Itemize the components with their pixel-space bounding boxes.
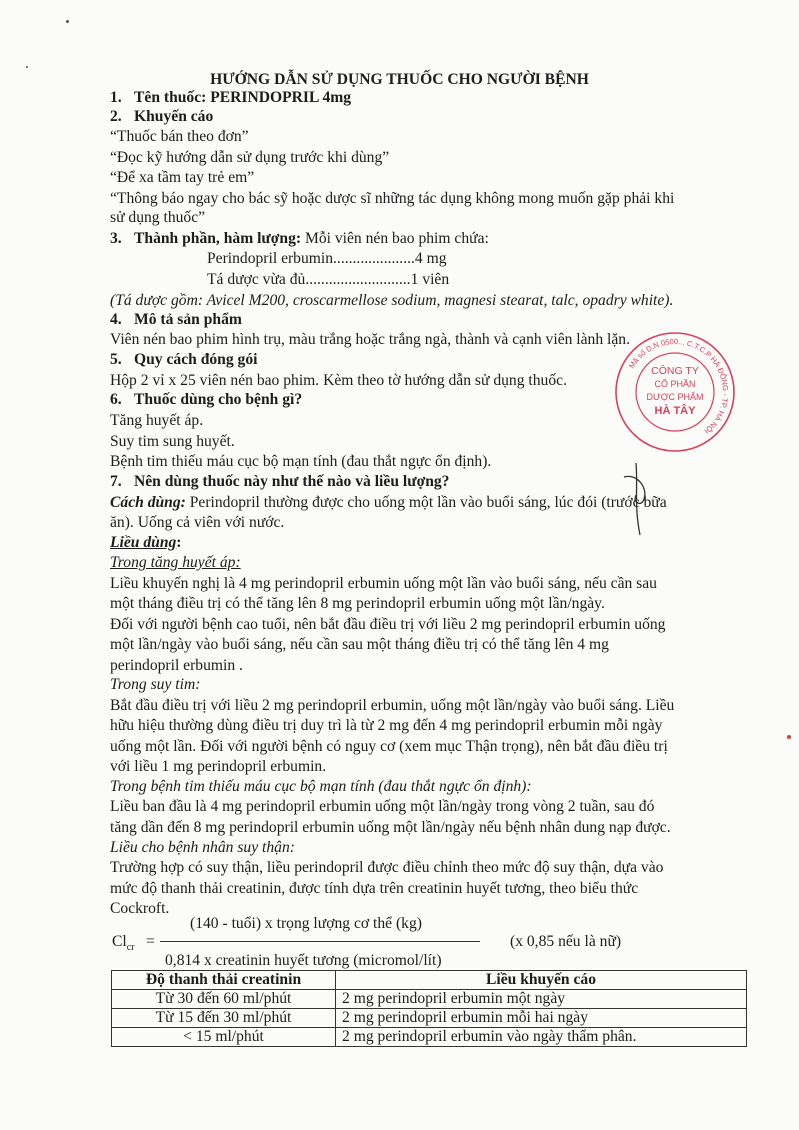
section-6-heading bbox=[110, 390, 302, 409]
dosage-text: mức độ thanh thải creatinin, được tính dựa trên creatinin huyết tương, theo biểu thức bbox=[110, 880, 639, 897]
formula-lhs-sub: cr bbox=[126, 942, 135, 954]
formula-equals: = bbox=[146, 933, 155, 950]
excipient-note: (Tá dược gồm: Avicel M200, croscarmellose sodium, magnesi stearat, talc, opadry white). bbox=[110, 292, 674, 309]
section-heading: Khuyến cáo bbox=[134, 108, 214, 125]
section-3-heading bbox=[110, 229, 489, 248]
warning-line: “Thông báo ngay cho bác sỹ hoặc dược sĩ những tác dụng không mong muốn gặp phải khi bbox=[110, 190, 675, 207]
warning-line: “Thuốc bán theo đơn” bbox=[110, 128, 249, 145]
subsection-label: Trong suy tim: bbox=[110, 676, 201, 693]
table-header-row bbox=[112, 971, 747, 990]
renal-dosage-table bbox=[111, 970, 747, 1047]
usage-line: ăn). Uống cả viên với nước. bbox=[110, 514, 285, 531]
dosage-text: Bắt đầu điều trị với liều 2 mg perindopril erbumin, uống một lần/ngày vào buổi sáng. Liều bbox=[110, 697, 675, 714]
formula-denominator: 0,814 x creatinin huyết tương (micromol/lít) bbox=[165, 952, 442, 969]
stamp-ring-text: Mã số D.N 0500... C.T.C.P HÀ ĐÔNG - TP. HÀ NỘI bbox=[626, 336, 731, 436]
document-title: HƯỚNG DẪN SỬ DỤNG THUỐC CHO NGƯỜI BỆNH bbox=[210, 71, 589, 88]
table-header: Độ thanh thải creatinin bbox=[112, 971, 336, 990]
section-4-heading bbox=[110, 310, 242, 329]
warning-line: “Đọc kỹ hướng dẫn sử dụng trước khi dùng” bbox=[110, 149, 390, 166]
drug-name-heading: Tên thuốc: PERINDOPRIL 4mg bbox=[134, 89, 352, 106]
section-heading: Thuốc dùng cho bệnh gì? bbox=[134, 391, 303, 408]
stamp-line-3: DƯỢC PHẨM bbox=[646, 392, 704, 402]
dosage-text: Liều khuyến nghị là 4 mg perindopril erbumin uống một lần vào buổi sáng, nếu cần sau bbox=[110, 575, 657, 592]
warning-line: sử dụng thuốc” bbox=[110, 209, 206, 226]
table-row bbox=[112, 990, 747, 1009]
scan-speck bbox=[66, 20, 69, 23]
ingredient-line: Perindopril erbumin.....................4 mg bbox=[207, 250, 447, 267]
table-row bbox=[112, 1009, 747, 1028]
indication-line: Suy tim sung huyết. bbox=[110, 433, 235, 450]
dosage-text: một lần/ngày vào buổi sáng, nếu cần sau một tháng điều trị có thể tăng lên 4 mg bbox=[110, 636, 609, 653]
stamp-line-1: CÔNG TY bbox=[651, 365, 699, 377]
indication-line: Tăng huyết áp. bbox=[110, 412, 204, 429]
dosage-text: một tháng điều trị có thể tăng lên 8 mg perindopril erbumin uống một lần/ngày. bbox=[110, 595, 605, 612]
dosage-text: Đối với người bệnh cao tuổi, nên bắt đầu điều trị với liều 2 mg perindopril erbumin uống bbox=[110, 616, 666, 633]
dosage-text: với liều 1 mg perindopril erbumin. bbox=[110, 758, 327, 775]
dosage-label: Liều dùng bbox=[110, 534, 177, 551]
dosage-text: tăng dần đến 8 mg perindopril erbumin uống một lần/ngày nếu bệnh nhân dung nạp được. bbox=[110, 819, 671, 836]
subsection-label: Liều cho bệnh nhân suy thận: bbox=[110, 839, 295, 856]
indication-line: Bệnh tim thiếu máu cục bộ mạn tính (đau thắt ngực ổn định). bbox=[110, 453, 492, 470]
dosage-text: Cockroft. bbox=[110, 900, 170, 917]
dosage-text: hữu hiệu thường dùng điều trị duy trì là từ 2 mg đến 4 mg perindopril erbumin mỗi ngày bbox=[110, 717, 663, 734]
stamp-line-4: HÀ TÂY bbox=[654, 405, 696, 417]
dosage-text: uống một lần. Đối với người bệnh có nguy cơ (xem mục Thận trọng), nên bắt đầu điều trị bbox=[110, 738, 668, 755]
section-heading: Quy cách đóng gói bbox=[134, 351, 258, 368]
section-number: 2. bbox=[110, 108, 122, 125]
dosage-text: Trường hợp có suy thận, liều perindopril được điều chỉnh theo mức độ suy thận, dựa vào bbox=[110, 859, 664, 876]
formula-female-note: (x 0,85 nếu là nữ) bbox=[510, 933, 622, 950]
section-heading-rest: Mỗi viên nén bao phim chứa: bbox=[301, 230, 489, 247]
product-description: Viên nén bao phim hình trụ, màu trắng hoặc trắng ngà, thành và cạnh viên lành lặn. bbox=[110, 331, 630, 348]
section-heading: Thành phần, hàm lượng: bbox=[134, 230, 302, 247]
section-number: 6. bbox=[110, 391, 122, 408]
fraction-bar bbox=[160, 941, 480, 942]
subsection-label: Trong bệnh tim thiếu máu cục bộ mạn tính (đau thắt ngực ổn định): bbox=[110, 778, 532, 795]
scan-speck bbox=[787, 735, 791, 739]
stamp-line-2: CỔ PHẦN bbox=[654, 379, 696, 389]
subsection-label: Trong tăng huyết áp: bbox=[110, 554, 241, 571]
dosage-text: Liều ban đầu là 4 mg perindopril erbumin uống một lần/ngày trong vòng 2 tuần, sau đó bbox=[110, 798, 655, 815]
table-cell: 2 mg perindopril erbumin một ngày bbox=[336, 990, 747, 1009]
scan-speck bbox=[26, 66, 28, 68]
section-5-heading bbox=[110, 350, 257, 369]
table-row bbox=[112, 1028, 747, 1047]
section-heading: Mô tả sản phẩm bbox=[134, 311, 242, 328]
dosage-label-colon: : bbox=[176, 534, 182, 551]
usage-label: Cách dùng: bbox=[110, 494, 186, 511]
section-number: 3. bbox=[110, 230, 122, 247]
packaging-text: Hộp 2 vỉ x 25 viên nén bao phim. Kèm theo tờ hướng dẫn sử dụng thuốc. bbox=[110, 372, 567, 389]
table-cell: 2 mg perindopril erbumin vào ngày thẩm phân. bbox=[336, 1028, 747, 1047]
section-7-heading bbox=[110, 472, 449, 491]
section-1 bbox=[110, 88, 351, 107]
section-number: 1. bbox=[110, 89, 122, 106]
warning-line: “Để xa tầm tay trẻ em” bbox=[110, 169, 255, 186]
table-cell: < 15 ml/phút bbox=[112, 1028, 336, 1047]
section-number: 5. bbox=[110, 351, 122, 368]
section-number: 7. bbox=[110, 473, 122, 490]
dosage-text: perindopril erbumin . bbox=[110, 657, 243, 674]
dosage-label-line bbox=[110, 533, 182, 552]
section-heading: Nên dùng thuốc này như thế nào và liều lượng? bbox=[134, 473, 450, 490]
signature-mark bbox=[618, 455, 678, 545]
formula-numerator: (140 - tuổi) x trọng lượng cơ thể (kg) bbox=[190, 915, 422, 932]
usage-text: Perindopril thường được cho uống một lần vào buổi sáng, lúc đói (trước bữa bbox=[185, 494, 667, 511]
section-number: 4. bbox=[110, 311, 122, 328]
company-stamp bbox=[613, 330, 737, 454]
section-2-heading bbox=[110, 107, 213, 126]
table-cell: Từ 30 đến 60 ml/phút bbox=[112, 990, 336, 1009]
ingredient-line: Tá dược vừa đủ...........................1 viên bbox=[207, 271, 450, 288]
table-header: Liều khuyến cáo bbox=[336, 971, 747, 990]
formula-lhs bbox=[112, 932, 135, 957]
table-cell: Từ 15 đến 30 ml/phút bbox=[112, 1009, 336, 1028]
usage-line bbox=[110, 493, 667, 512]
formula-lhs-symbol: Cl bbox=[112, 933, 127, 950]
table-cell: 2 mg perindopril erbumin mỗi hai ngày bbox=[336, 1009, 747, 1028]
